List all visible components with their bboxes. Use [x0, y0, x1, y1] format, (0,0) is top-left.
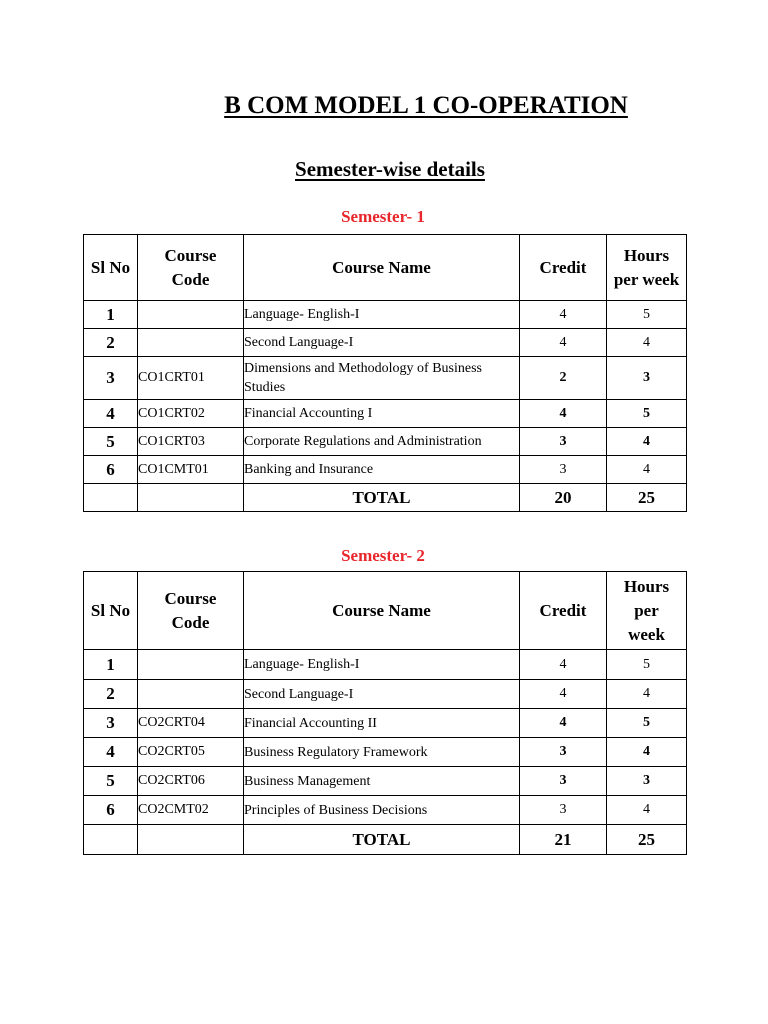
- course-code-cell: CO2CRT04: [138, 709, 244, 738]
- table-total-row: [84, 825, 687, 855]
- course-name-cell: Financial Accounting II: [244, 709, 520, 738]
- table-row: [84, 428, 687, 456]
- semester-1-table: [83, 234, 687, 512]
- credit-cell: 2: [520, 357, 607, 400]
- course-name-cell: Banking and Insurance: [244, 456, 520, 484]
- course-name-cell: Financial Accounting I: [244, 400, 520, 428]
- hours-cell: 5: [607, 709, 687, 738]
- document-title: B COM MODEL 1 CO-OPERATION: [224, 92, 628, 119]
- col-header-sl-no: Sl No: [84, 572, 138, 650]
- table-header-row: [84, 572, 687, 650]
- hours-cell: 4: [607, 680, 687, 709]
- credit-cell: 4: [520, 680, 607, 709]
- sl-no-cell: 4: [84, 400, 138, 428]
- course-name-cell: Corporate Regulations and Administration: [244, 428, 520, 456]
- hours-cell: 5: [607, 650, 687, 680]
- table-row: [84, 680, 687, 709]
- course-name-cell: Dimensions and Methodology of Business Studies: [244, 357, 520, 400]
- course-name-cell: Language- English-I: [244, 650, 520, 680]
- col-header-hours: Hours per week: [607, 572, 687, 650]
- course-code-cell: CO2CRT06: [138, 767, 244, 796]
- semester-2-heading: Semester- 2: [341, 546, 425, 565]
- course-name-cell: Business Regulatory Framework: [244, 738, 520, 767]
- course-code-cell: CO1CRT02: [138, 400, 244, 428]
- hours-cell: 4: [607, 456, 687, 484]
- sl-no-cell: 2: [84, 329, 138, 357]
- course-name-cell: Second Language-I: [244, 680, 520, 709]
- credit-cell: 3: [520, 428, 607, 456]
- table-row: [84, 709, 687, 738]
- hours-cell: 4: [607, 796, 687, 825]
- credit-cell: 4: [520, 400, 607, 428]
- total-hours: 25: [607, 825, 687, 855]
- credit-cell: 3: [520, 456, 607, 484]
- credit-cell: 3: [520, 767, 607, 796]
- empty-cell: [138, 484, 244, 512]
- col-header-course-name: Course Name: [244, 235, 520, 301]
- hours-cell: 3: [607, 767, 687, 796]
- col-header-credit: Credit: [520, 235, 607, 301]
- course-name-cell: Principles of Business Decisions: [244, 796, 520, 825]
- hours-cell: 5: [607, 400, 687, 428]
- course-code-cell: [138, 329, 244, 357]
- sl-no-cell: 6: [84, 456, 138, 484]
- sl-no-cell: 3: [84, 709, 138, 738]
- course-name-cell: Second Language-I: [244, 329, 520, 357]
- empty-cell: [84, 484, 138, 512]
- course-code-cell: [138, 680, 244, 709]
- sl-no-cell: 1: [84, 301, 138, 329]
- hours-cell: 4: [607, 428, 687, 456]
- total-label: TOTAL: [244, 825, 520, 855]
- course-code-cell: CO1CMT01: [138, 456, 244, 484]
- sl-no-cell: 6: [84, 796, 138, 825]
- credit-cell: 4: [520, 650, 607, 680]
- table-row: [84, 456, 687, 484]
- empty-cell: [84, 825, 138, 855]
- hours-cell: 4: [607, 738, 687, 767]
- semester-2-table: [83, 571, 687, 855]
- table-row: [84, 650, 687, 680]
- sl-no-cell: 3: [84, 357, 138, 400]
- hours-cell: 3: [607, 357, 687, 400]
- col-header-hours: Hours per week: [607, 235, 687, 301]
- total-credit: 21: [520, 825, 607, 855]
- table-row: [84, 738, 687, 767]
- empty-cell: [138, 825, 244, 855]
- col-header-credit: Credit: [520, 572, 607, 650]
- col-header-sl-no: Sl No: [84, 235, 138, 301]
- sl-no-cell: 2: [84, 680, 138, 709]
- course-code-cell: [138, 301, 244, 329]
- col-header-course-name: Course Name: [244, 572, 520, 650]
- total-hours: 25: [607, 484, 687, 512]
- course-code-cell: CO1CRT03: [138, 428, 244, 456]
- hours-cell: 5: [607, 301, 687, 329]
- course-code-cell: CO2CMT02: [138, 796, 244, 825]
- sl-no-cell: 1: [84, 650, 138, 680]
- table-header-row: [84, 235, 687, 301]
- course-code-cell: CO1CRT01: [138, 357, 244, 400]
- course-name-cell: Language- English-I: [244, 301, 520, 329]
- document-subtitle: Semester-wise details: [295, 157, 485, 181]
- credit-cell: 4: [520, 301, 607, 329]
- course-code-cell: CO2CRT05: [138, 738, 244, 767]
- table-row: [84, 301, 687, 329]
- total-credit: 20: [520, 484, 607, 512]
- course-code-cell: [138, 650, 244, 680]
- credit-cell: 4: [520, 329, 607, 357]
- sl-no-cell: 4: [84, 738, 138, 767]
- credit-cell: 3: [520, 738, 607, 767]
- table-total-row: [84, 484, 687, 512]
- sl-no-cell: 5: [84, 767, 138, 796]
- table-row: [84, 796, 687, 825]
- table-row: [84, 329, 687, 357]
- course-name-cell: Business Management: [244, 767, 520, 796]
- sl-no-cell: 5: [84, 428, 138, 456]
- table-row: [84, 357, 687, 400]
- table-row: [84, 400, 687, 428]
- col-header-course-code: Course Code: [138, 572, 244, 650]
- col-header-course-code: Course Code: [138, 235, 244, 301]
- total-label: TOTAL: [244, 484, 520, 512]
- credit-cell: 4: [520, 709, 607, 738]
- table-row: [84, 767, 687, 796]
- credit-cell: 3: [520, 796, 607, 825]
- hours-cell: 4: [607, 329, 687, 357]
- semester-1-heading: Semester- 1: [341, 207, 425, 226]
